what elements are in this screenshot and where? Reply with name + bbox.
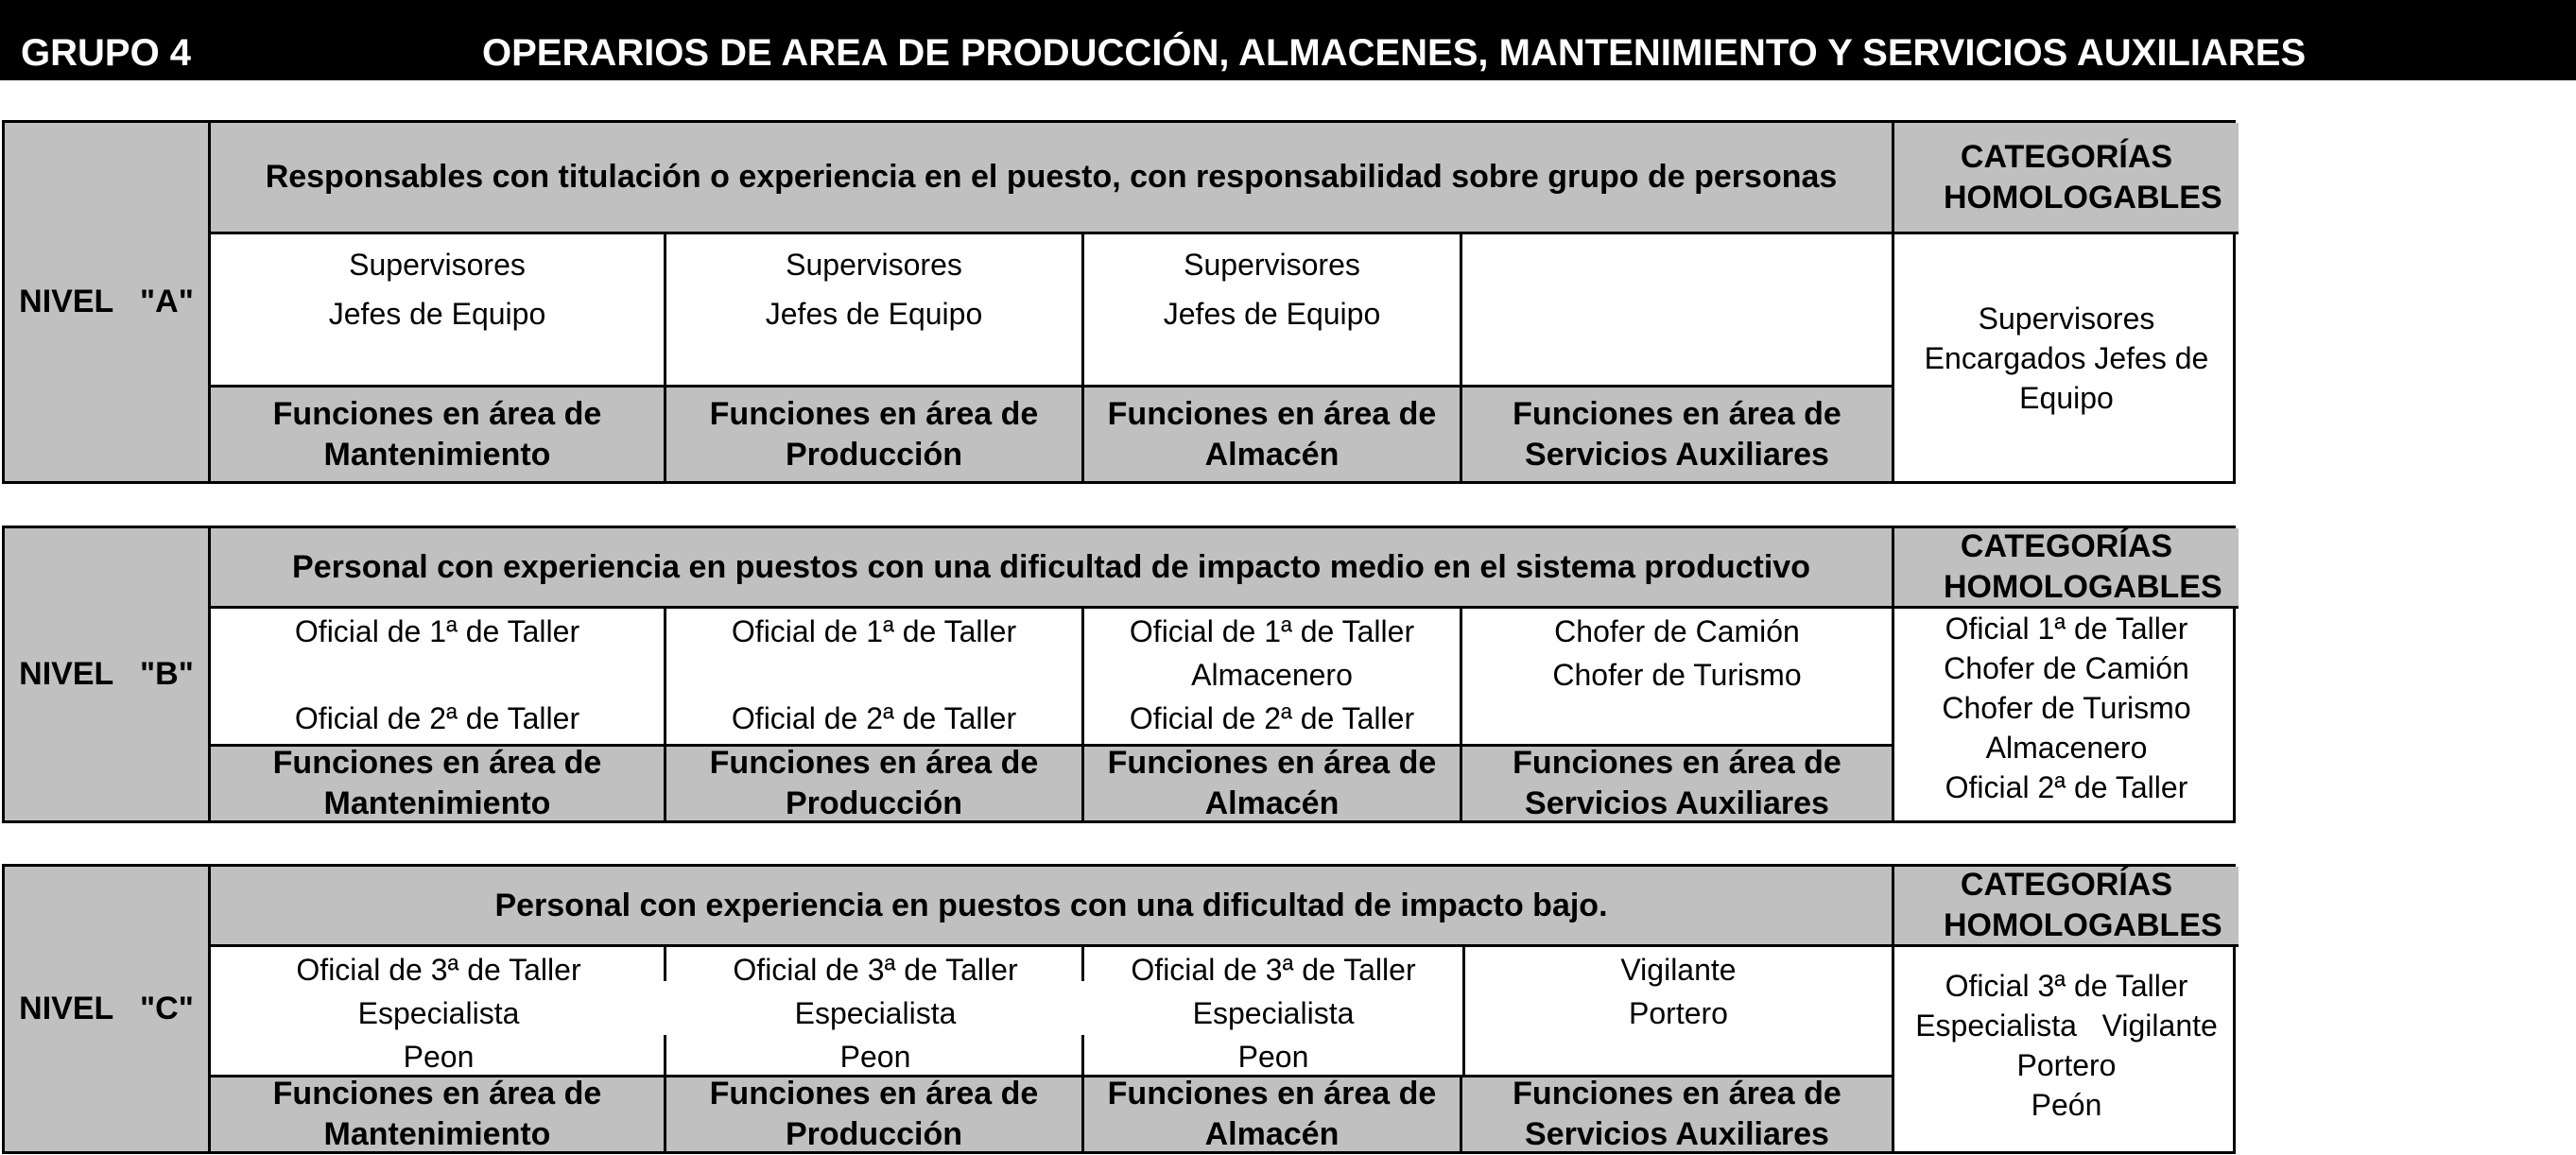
function-servicios-auxiliares: Funciones en área de Servicios Auxiliares [1462, 744, 1894, 820]
job-title: Peon [839, 1040, 911, 1074]
job-cell [1084, 947, 1462, 1077]
function-servicios-auxiliares: Funciones en área de Servicios Auxiliares [1462, 388, 1894, 481]
function-mantenimiento: Funciones en área de Mantenimiento [211, 388, 666, 481]
job-title: Portero [1629, 996, 1728, 1030]
level-b-table [2, 526, 2236, 823]
job-cell [211, 947, 666, 1077]
category-item: Oficial 3ª de Taller [1945, 969, 2188, 1003]
job-title: Oficial de 3ª de Taller [733, 953, 1018, 987]
job-title: Oficial de 1ª de Taller [1129, 614, 1415, 648]
job-title: Chofer de Camión [1554, 614, 1800, 648]
job-cell [1084, 609, 1462, 746]
category-item: Oficial 1ª de Taller [1945, 612, 2188, 646]
category-list: Supervisores Encargados Jefes de Equipo [1924, 301, 2209, 415]
job-cell [1462, 234, 1894, 388]
category-item: Portero [2016, 1048, 2117, 1082]
job-cell [1462, 609, 1894, 746]
job-title: Peon [403, 1040, 475, 1074]
job-cell [666, 609, 1084, 746]
level-label: NIVEL "B" [5, 528, 211, 820]
job-title: Supervisores [786, 248, 962, 282]
category-item: Oficial 2ª de Taller [1945, 770, 2188, 804]
column-divider [1081, 947, 1084, 981]
function-mantenimiento: Funciones en área de Mantenimiento [211, 744, 666, 820]
job-title: Supervisores [349, 248, 526, 282]
job-cell [1084, 234, 1462, 388]
job-title: Peon [1237, 1040, 1309, 1074]
category-item: Peón [2031, 1088, 2102, 1122]
job-cell [211, 609, 666, 746]
level-description: Personal con experiencia en puestos con una dificultad de impacto bajo. [211, 867, 1894, 947]
job-title: Oficial de 2ª de Taller [1129, 701, 1415, 735]
job-title: Oficial de 2ª de Taller [731, 701, 1017, 735]
column-divider [664, 1035, 666, 1077]
category-item: Chofer de Turismo [1942, 691, 2191, 725]
job-title: Oficial de 1ª de Taller [294, 614, 580, 648]
group-header [0, 0, 2576, 80]
level-description: Personal con experiencia en puestos con una dificultad de impacto medio en el sistema productivo [211, 528, 1894, 609]
level-label: NIVEL "A" [5, 123, 211, 481]
homologable-categories [1894, 609, 2239, 820]
job-cell [211, 234, 666, 388]
column-divider [1081, 1035, 1084, 1077]
job-title: Chofer de Turismo [1552, 658, 1802, 692]
group-title: OPERARIOS DE AREA DE PRODUCCIÓN, ALMACENES, MANTENIMIENTO Y SERVICIOS AUXILIARES [482, 32, 2307, 74]
job-cell [666, 947, 1084, 1077]
job-title: Oficial de 1ª de Taller [731, 614, 1017, 648]
job-title: Oficial de 2ª de Taller [294, 701, 580, 735]
job-title: Jefes de Equipo [328, 297, 546, 331]
column-divider [664, 947, 666, 981]
category-item: Almacenero [1985, 731, 2148, 765]
job-title: Oficial de 3ª de Taller [1131, 953, 1416, 987]
job-cell [1462, 947, 1894, 1077]
function-produccion: Funciones en área de Producción [666, 1075, 1084, 1151]
function-almacen: Funciones en área de Almacén [1084, 744, 1462, 820]
homologable-categories [1894, 947, 2239, 1151]
level-a-table [2, 120, 2236, 484]
function-mantenimiento: Funciones en área de Mantenimiento [211, 1075, 666, 1151]
job-title: Vigilante [1620, 953, 1737, 987]
job-title: Jefes de Equipo [765, 297, 983, 331]
job-title: Especialista [1192, 996, 1355, 1030]
categories-header: CATEGORÍAS HOMOLOGABLES [1894, 867, 2239, 947]
group-label: GRUPO 4 [21, 32, 192, 74]
function-servicios-auxiliares: Funciones en área de Servicios Auxiliares [1462, 1075, 1894, 1151]
job-title: Almacenero [1191, 658, 1353, 692]
homologable-categories [1894, 234, 2239, 481]
level-label: NIVEL "C" [5, 867, 211, 1151]
level-description: Responsables con titulación o experiencia en el puesto, con responsabilidad sobre grupo de personas [211, 123, 1894, 234]
job-title: Oficial de 3ª de Taller [296, 953, 581, 987]
category-item: Especialista Vigilante [1915, 1008, 2218, 1043]
job-title: Especialista [357, 996, 520, 1030]
category-item: Chofer de Camión [1944, 651, 2189, 685]
job-title: Jefes de Equipo [1163, 297, 1381, 331]
function-produccion: Funciones en área de Producción [666, 744, 1084, 820]
function-almacen: Funciones en área de Almacén [1084, 388, 1462, 481]
categories-header: CATEGORÍAS HOMOLOGABLES [1894, 123, 2239, 234]
level-c-table [2, 864, 2236, 1154]
function-produccion: Funciones en área de Producción [666, 388, 1084, 481]
function-almacen: Funciones en área de Almacén [1084, 1075, 1462, 1151]
job-title: Especialista [794, 996, 957, 1030]
job-title: Supervisores [1184, 248, 1360, 282]
job-cell [666, 234, 1084, 388]
categories-header: CATEGORÍAS HOMOLOGABLES [1894, 528, 2239, 609]
